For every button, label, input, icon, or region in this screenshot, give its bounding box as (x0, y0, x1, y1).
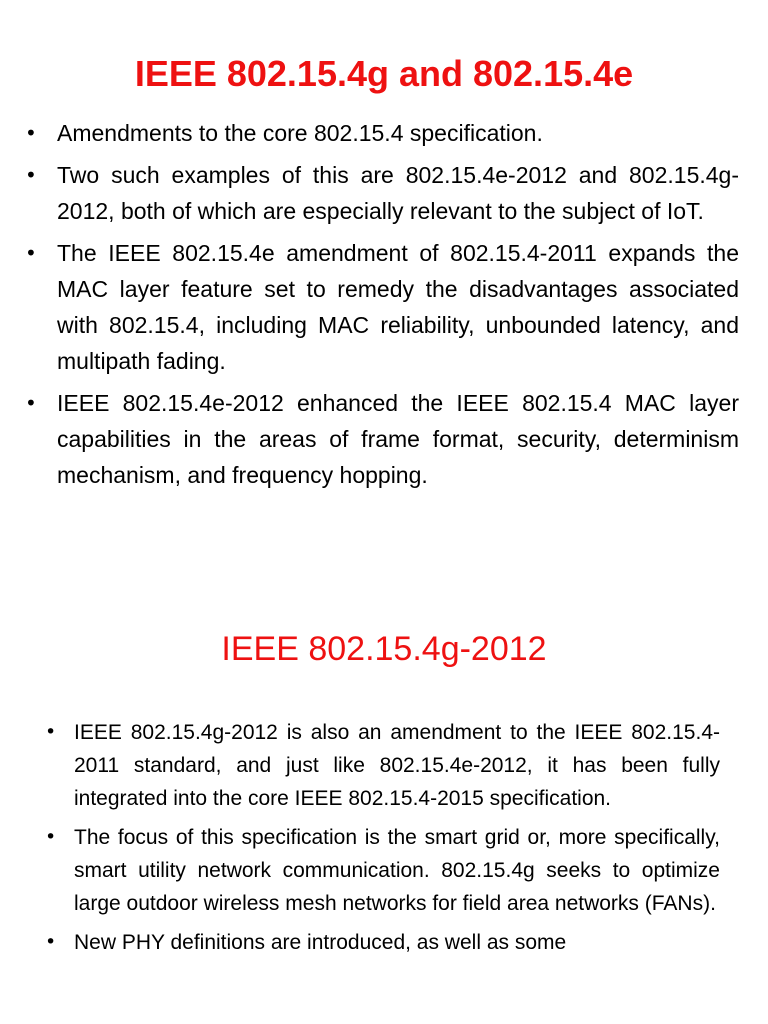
bullet-icon: • (45, 826, 57, 848)
list-item (45, 716, 720, 815)
slide-2 (0, 560, 768, 1024)
list-item-text: New PHY definitions are introduced, as well as some (74, 931, 567, 954)
list-item (45, 926, 720, 959)
list-item-text: Amendments to the core 802.15.4 specification. (57, 120, 543, 146)
bullet-icon: • (25, 241, 37, 265)
bullet-list (25, 115, 739, 499)
list-item-text: Two such examples of this are 802.15.4e-2012 and 802.15.4g-2012, both of which are especially relevant to the subject of IoT. (57, 162, 739, 224)
list-item (25, 157, 739, 229)
bullet-icon: • (45, 931, 57, 953)
bullet-list (45, 716, 720, 965)
list-item-text: The focus of this specification is the smart grid or, more specifically, smart utility network communication. 802.15.4g seeks to optimize large outdoor wireless mesh networks for field area networks (FANs). (74, 826, 720, 915)
bullet-icon: • (25, 163, 37, 187)
list-item-text: IEEE 802.15.4g-2012 is also an amendment to the IEEE 802.15.4-2011 standard, and just like 802.15.4e-2012, it has been fully integrated into the core IEEE 802.15.4-2015 specification. (74, 721, 720, 810)
list-item-text: The IEEE 802.15.4e amendment of 802.15.4-2011 expands the MAC layer feature set to remedy the disadvantages associated with 802.15.4, including MAC reliability, unbounded latency, and multipath fading. (57, 240, 739, 374)
bullet-icon: • (45, 721, 57, 743)
slide-title: IEEE 802.15.4g-2012 (221, 630, 547, 668)
list-item-text: IEEE 802.15.4e-2012 enhanced the IEEE 802.15.4 MAC layer capabilities in the areas of frame format, security, determinism mechanism, and frequency hopping. (57, 390, 739, 488)
list-item (25, 235, 739, 379)
bullet-icon: • (25, 121, 37, 145)
list-item (45, 821, 720, 920)
list-item (25, 385, 739, 493)
slide-title: IEEE 802.15.4g and 802.15.4e (134, 53, 634, 94)
list-item (25, 115, 739, 151)
bullet-icon: • (25, 391, 37, 415)
